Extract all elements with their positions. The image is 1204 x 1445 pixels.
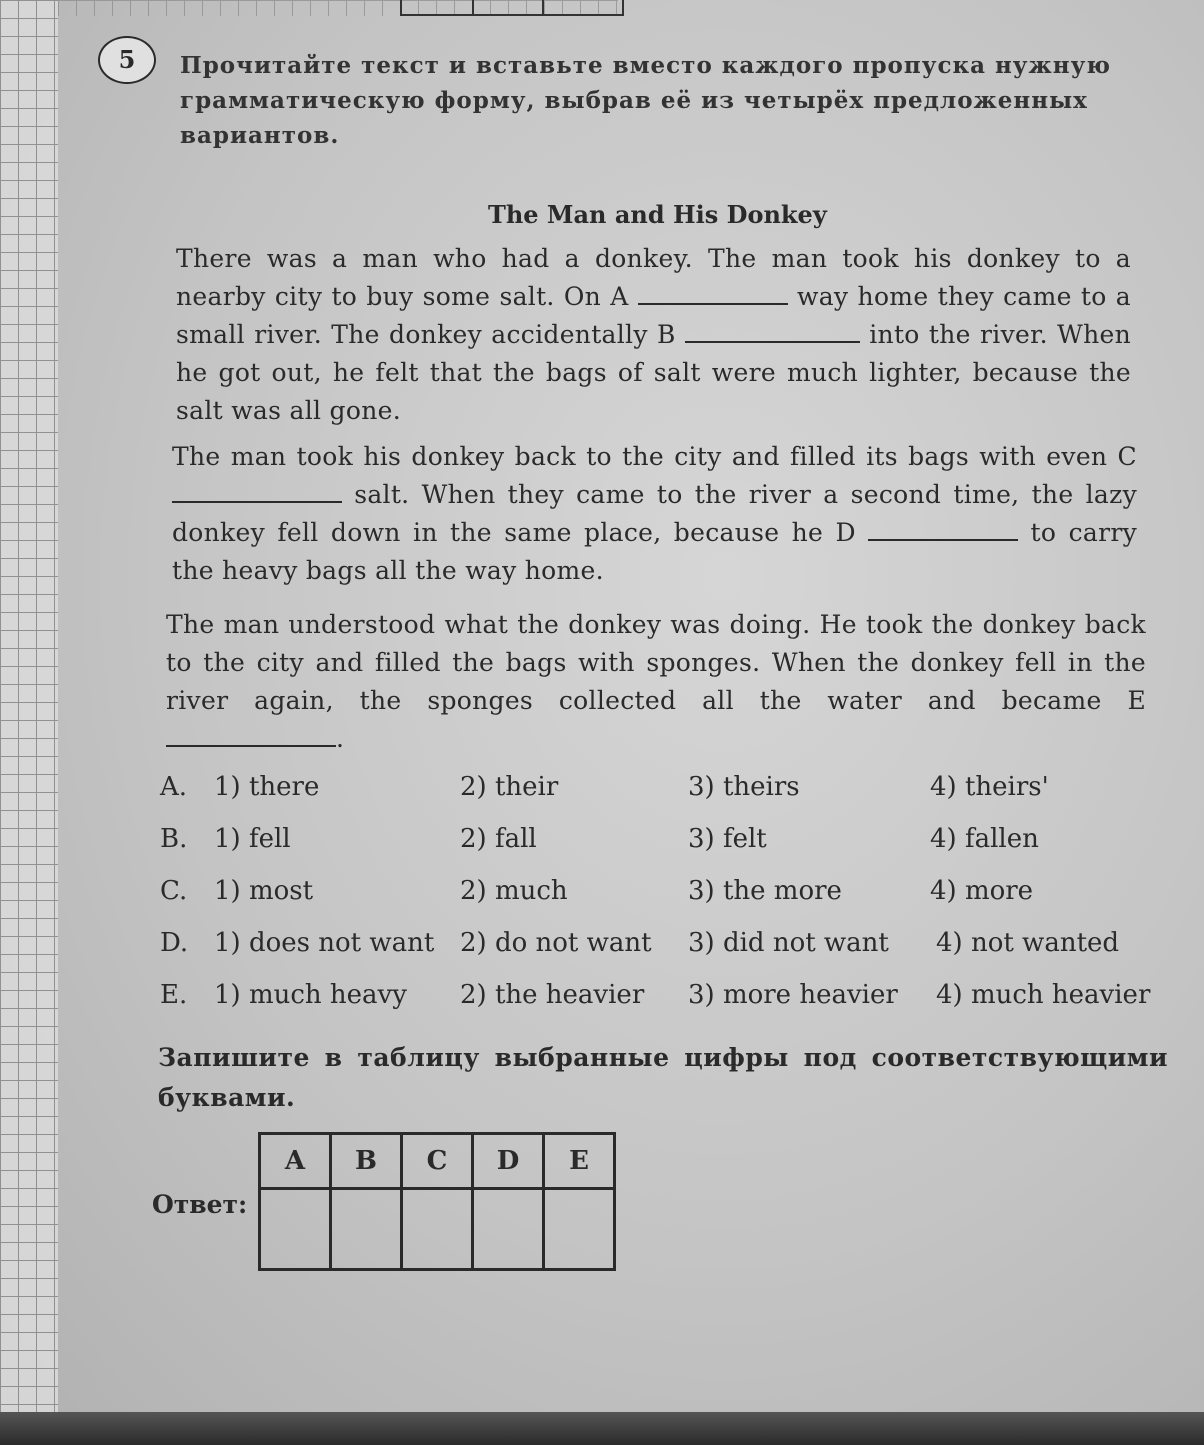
answer-options [160,772,1170,1032]
answer-cell-d[interactable] [473,1189,544,1270]
blank-b [685,317,860,343]
option-row-b [160,824,1170,876]
top-answer-box-fragment [400,0,624,16]
blank-e [166,721,336,747]
paragraph-2 [172,438,1137,590]
paragraph-2-part-1: The man took his donkey back to the city and filled its bags with even C [172,442,1137,471]
blank-c [172,477,342,503]
option-choice: 4) fallen [930,824,1039,854]
option-row-e [160,980,1170,1032]
option-choice: 1) fell [214,824,291,854]
option-choice: 3) more heavier [688,980,898,1010]
option-letter: A. [160,772,188,802]
option-choice: 1) there [214,772,320,802]
option-choice: 3) did not want [688,928,889,958]
page-bottom-edge [0,1412,1204,1445]
paragraph-1 [176,240,1131,430]
grid-paper-margin [0,0,58,1445]
option-row-a [160,772,1170,824]
option-letter: E. [160,980,188,1010]
answer-column-header: B [331,1134,402,1189]
option-row-c [160,876,1170,928]
paragraph-3 [166,606,1146,758]
option-row-d [160,928,1170,980]
paragraph-3-part-2: . [336,724,345,753]
paragraph-3-part-1: The man understood what the donkey was doing. He took the donkey back to the city and filled the bags with sponges. When the donkey fell in the river again, the sponges collected all the water and became E [166,610,1146,715]
paragraph-1-part-3: into the river. When he got out, he felt that the bags of salt were much lighter, because the salt was all gone. [176,320,1131,425]
option-choice: 2) fall [460,824,537,854]
answer-instruction: Запишите в таблицу выбранные цифры под соответствующими буквами. [158,1043,1168,1112]
text-title: The Man and His Donkey [488,200,827,229]
option-choice: 2) their [460,772,559,802]
paragraph-1-part-2: way home they came to a small river. The donkey accidentally B [176,282,1131,349]
option-choice: 3) felt [688,824,767,854]
option-choice: 2) the heavier [460,980,645,1010]
option-letter: B. [160,824,188,854]
answer-column-header: D [473,1134,544,1189]
option-letter: D. [160,928,189,958]
answer-cell-e[interactable] [544,1189,615,1270]
option-choice: 2) much [460,876,568,906]
task-number-badge: 5 [98,36,156,84]
blank-a [638,279,788,305]
answer-column-header: A [260,1134,331,1189]
paragraph-1-part-1: There was a man who had a donkey. The man took his donkey to a nearby city to buy some salt. On A [176,244,1131,311]
answer-cell-c[interactable] [402,1189,473,1270]
option-choice: 4) much heavier [936,980,1151,1010]
blank-d [868,515,1018,541]
paragraph-2-part-3: to carry the heavy bags all the way home. [172,518,1137,585]
option-letter: C. [160,876,188,906]
option-choice: 1) does not want [214,928,435,958]
option-choice: 3) theirs [688,772,800,802]
answer-column-header: E [544,1134,615,1189]
option-choice: 4) more [930,876,1034,906]
option-choice: 1) most [214,876,314,906]
answer-column-header: C [402,1134,473,1189]
option-choice: 4) not wanted [936,928,1120,958]
answer-label: Ответ: [152,1190,248,1219]
option-choice: 2) do not want [460,928,652,958]
option-choice: 3) the more [688,876,842,906]
option-choice: 4) theirs' [930,772,1049,802]
answer-table [258,1132,616,1271]
paragraph-2-part-2: salt. When they came to the river a second time, the lazy donkey fell down in the same place, because he D [172,480,1138,547]
answer-cell-b[interactable] [331,1189,402,1270]
answer-cell-a[interactable] [260,1189,331,1270]
option-choice: 1) much heavy [214,980,407,1010]
task-instruction: Прочитайте текст и вставьте вместо каждого пропуска нужную грамматическую форму, выбрав её из четырёх предложенных вариантов. [180,52,1111,149]
